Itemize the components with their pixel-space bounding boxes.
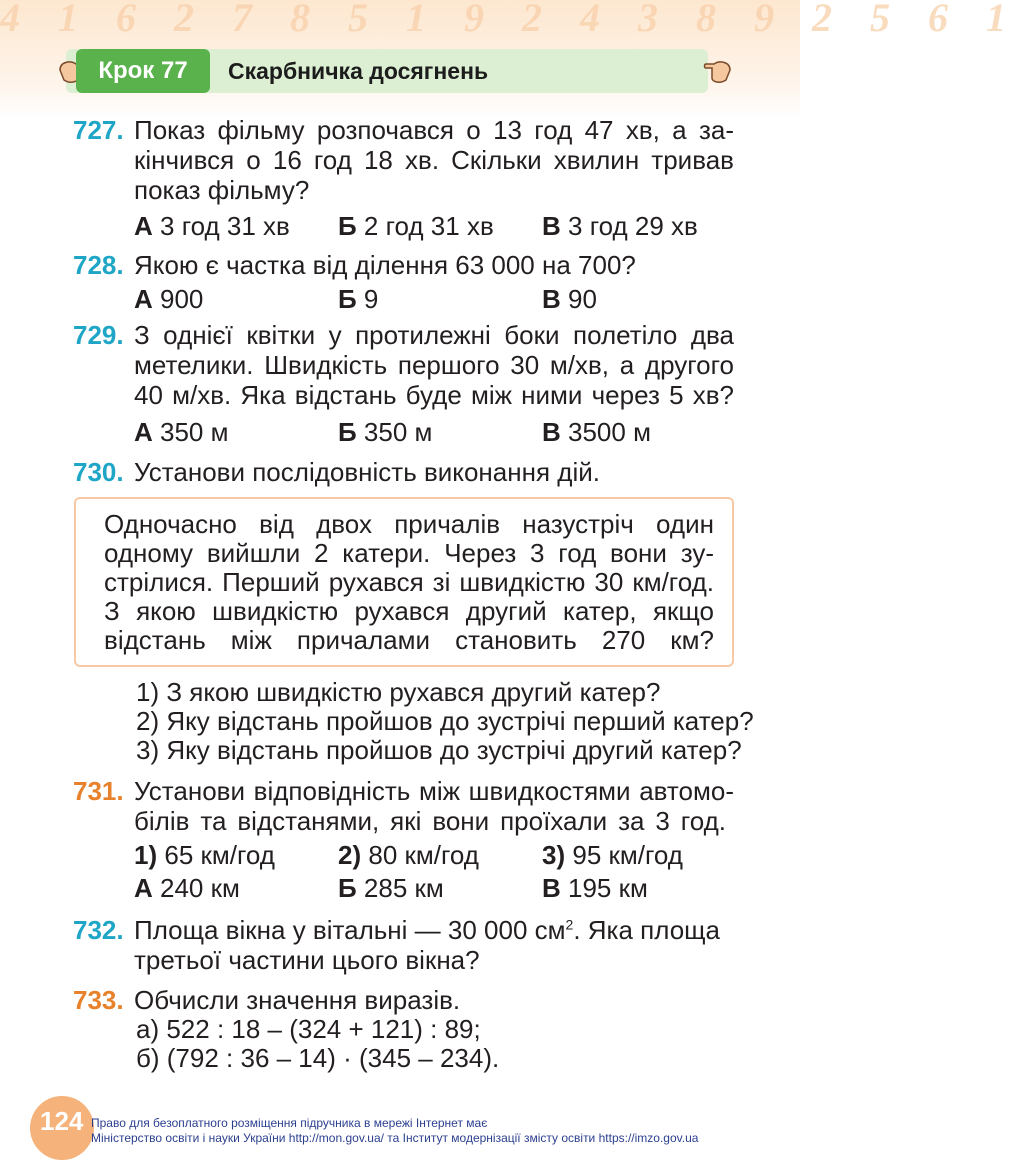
task-731-speed-1	[134, 840, 275, 870]
speed-text: 95 км/год	[572, 840, 683, 870]
task-733-expression-b: б) (792 : 36 – 14) · (345 – 234).	[136, 1043, 500, 1073]
background-digits: 4 1 6 2 7 8 5 1 9 2 4 3 8 9 2 5 6 1	[0, 0, 1020, 40]
task-number-732: 732.	[73, 915, 124, 945]
task-733-line-1: Обчисли значення виразів.	[134, 985, 461, 1015]
option-letter: В	[542, 873, 561, 903]
option-letter: Б	[338, 417, 357, 447]
task-732-line-2: третьої частини цього вікна?	[134, 945, 480, 975]
task-731-option-a	[134, 873, 240, 903]
task-731-option-b	[338, 873, 444, 903]
option-letter: А	[134, 211, 153, 241]
task-number-730: 730.	[73, 457, 124, 487]
option-text: 195 км	[568, 873, 648, 903]
task-731-speed-2	[338, 840, 479, 870]
task-732-line-1	[134, 915, 720, 945]
footer-license-line-2: Міністерство освіти і науки України http://mon.gov.ua/ та Інститут модернізації змісту освіти https://imzo.gov.ua	[91, 1131, 699, 1145]
task-730-step-2: 2) Яку відстань пройшов до зустрічі перший катер?	[136, 706, 754, 736]
task-number-728: 728.	[73, 250, 124, 280]
task-731-option-c	[542, 873, 648, 903]
option-letter: В	[542, 284, 561, 314]
problem-box-line-5: відстань між причалами становить 270 км?	[104, 625, 714, 655]
section-title: Скарбничка досягнень	[228, 58, 489, 84]
problem-box-line-4: З якою швидкістю рухався другий катер, якщо	[104, 596, 714, 626]
option-letter: Б	[338, 211, 357, 241]
task-number-727: 727.	[73, 115, 124, 145]
task-727-line-2: кінчився о 16 год 18 хв. Скільки хвилин тривав	[134, 145, 734, 175]
task-732-text: Площа вікна у вітальні — 30 000 см	[134, 915, 566, 945]
task-733-expression-a: а) 522 : 18 – (324 + 121) : 89;	[136, 1014, 481, 1044]
pointing-hand-right-icon	[704, 50, 734, 90]
speed-label: 3)	[542, 840, 566, 870]
problem-box-line-1: Одночасно від двох причалів назустріч один	[104, 509, 714, 539]
option-text: 2 год 31 хв	[363, 211, 494, 241]
option-text: 3 год 29 хв	[568, 211, 698, 241]
task-728-option-c	[542, 284, 597, 314]
task-731-speed-3	[542, 840, 683, 870]
task-731-line-2: білів та відстанями, які вони проїхали за 3 год.	[134, 806, 726, 836]
problem-box-line-2: одному вийшли 2 катери. Через 3 год вони зу-	[104, 538, 714, 568]
task-731-line-1: Установи відповідність між швидкостями автомо-	[134, 776, 734, 806]
option-text: 900	[160, 284, 204, 314]
task-number-729: 729.	[73, 320, 124, 350]
option-letter: В	[542, 211, 561, 241]
task-730-step-3: 3) Яку відстань пройшов до зустрічі другий катер?	[136, 735, 742, 765]
step-badge: Крок 77	[76, 49, 210, 93]
task-727-option-c	[542, 211, 698, 241]
task-728-option-a	[134, 284, 203, 314]
task-number-731: 731.	[73, 776, 124, 806]
option-letter: Б	[338, 873, 357, 903]
speed-label: 2)	[338, 840, 362, 870]
task-730-step-1: 1) З якою швидкістю рухався другий катер?	[136, 677, 661, 707]
problem-box-line-3: стрілися. Перший рухався зі швидкістю 30 км/год.	[104, 567, 714, 597]
page-number: 124	[40, 1106, 84, 1136]
speed-text: 80 км/год	[368, 840, 479, 870]
task-727-line-1: Показ фільму розпочався о 13 год 47 хв, а за-	[134, 115, 734, 145]
option-text: 240 км	[160, 873, 240, 903]
option-letter: А	[134, 284, 153, 314]
option-text: 350 м	[363, 417, 433, 447]
task-727-line-3: показ фільму?	[134, 175, 310, 205]
option-text: 9	[363, 284, 379, 314]
task-729-line-1: З однієї квітки у протилежні боки полетіло два	[134, 320, 734, 350]
option-letter: А	[134, 417, 153, 447]
task-728-option-b	[338, 284, 378, 314]
option-text: 350 м	[160, 417, 229, 447]
task-728-line-1: Якою є частка від ділення 63 000 на 700?	[134, 250, 636, 280]
task-730-line-1: Установи послідовність виконання дій.	[134, 457, 600, 487]
task-727-option-a	[134, 211, 290, 241]
superscript-2: 2	[565, 916, 574, 933]
option-letter: Б	[338, 284, 357, 314]
speed-label: 1)	[134, 840, 158, 870]
option-letter: А	[134, 873, 153, 903]
footer-license-line-1: Право для безоплатного розміщення підручника в мережі Інтернет має	[91, 1116, 488, 1130]
task-729-line-2: метелики. Швидкість першого 30 м/хв, а другого	[134, 350, 734, 380]
task-732-text-tail: . Яка площа	[573, 915, 721, 945]
option-text: 3 год 31 хв	[160, 211, 290, 241]
task-729-option-b	[338, 417, 432, 447]
task-number-733: 733.	[73, 985, 124, 1015]
option-letter: В	[542, 417, 561, 447]
option-text: 285 км	[363, 873, 444, 903]
task-729-line-3: 40 м/хв. Яка відстань буде між ними через 5 хв?	[134, 380, 734, 410]
option-text: 3500 м	[568, 417, 651, 447]
task-727-option-b	[338, 211, 494, 241]
task-729-option-c	[542, 417, 651, 447]
speed-text: 65 км/год	[164, 840, 275, 870]
task-729-option-a	[134, 417, 229, 447]
option-text: 90	[568, 284, 597, 314]
